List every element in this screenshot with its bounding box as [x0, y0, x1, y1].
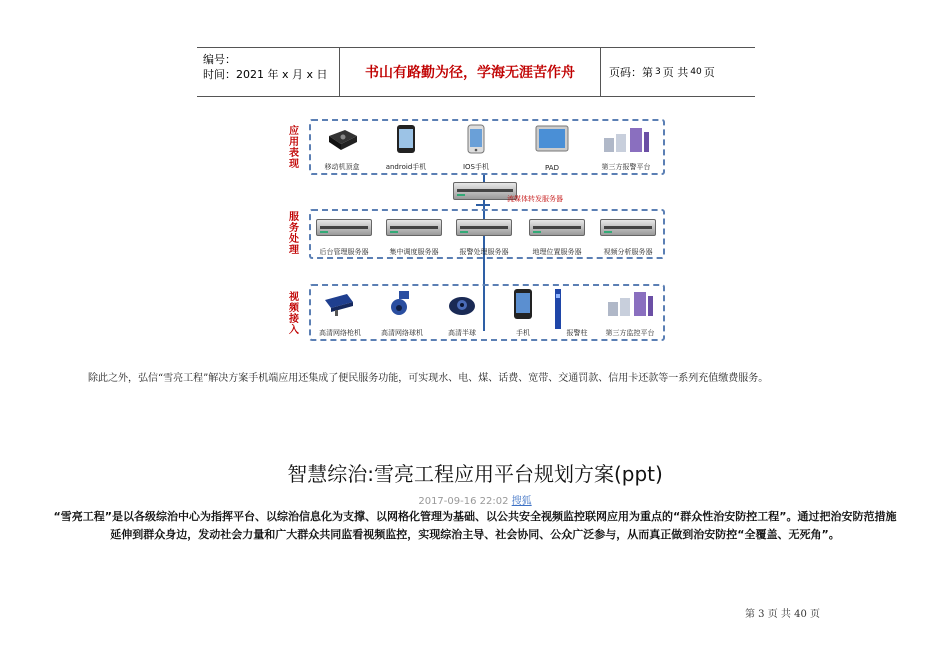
article-title: 智慧综治:雪亮工程应用平台规划方案(ppt)	[287, 462, 663, 486]
access-node-label: 手机	[516, 329, 530, 337]
access-node-monitor-platform	[597, 288, 663, 338]
ptz-camera-icon	[387, 290, 417, 318]
server-icon	[386, 219, 442, 236]
page-total: 40	[690, 67, 702, 77]
service-node-label: 后台管理服务器	[319, 248, 369, 256]
service-node-label: 视频分析服务器	[603, 248, 653, 256]
access-node-dome-camera	[373, 290, 431, 338]
app-node-pad	[527, 124, 577, 172]
access-node-label: 报警柱	[566, 329, 588, 337]
relay-connector	[476, 204, 490, 206]
access-node-label: 高清半球	[448, 329, 476, 337]
access-node-label: 高清网络枪机	[319, 329, 361, 337]
server-icon	[529, 219, 585, 236]
app-node-label: android手机	[385, 163, 427, 171]
layer-label-service: 服务处理	[289, 212, 299, 256]
access-layer-box	[309, 284, 665, 341]
bullet-camera-icon	[321, 292, 357, 318]
service-node-label: 报警处理服务器	[459, 248, 509, 256]
app-node-label: 移动机顶盒	[324, 163, 360, 171]
access-node-alarm-pillar	[549, 288, 589, 338]
time-label: 时间：2021 年 x 月 x 日	[203, 68, 328, 81]
access-node-bullet-camera	[311, 290, 369, 338]
platform-icon	[606, 288, 654, 318]
header-left-cell	[197, 48, 339, 96]
app-node-alarm-platform	[593, 124, 659, 172]
source-link[interactable]: 搜狐	[511, 496, 532, 507]
service-node-label: 地理位置服务器	[532, 248, 582, 256]
iphone-icon	[467, 124, 485, 154]
phone-icon	[513, 288, 533, 320]
server-icon	[316, 219, 372, 236]
app-node-android	[381, 124, 431, 172]
settopbox-icon	[325, 126, 359, 152]
server-icon	[456, 219, 512, 236]
service-layer-box	[309, 209, 665, 259]
server-icon	[600, 219, 656, 236]
article-paragraph: “雪亮工程”是以各级综治中心为指挥平台、以综治信息化为支撑、以网格化管理为基础、以公共安全视频监控联网应用为重点的“群众性治安防控工程”。通过把治安防范措施延伸到群众身边，发动社会力量和广大群众共同监看视频监控，实现综治主导、社会协同、公众广泛参与，从而真正做到治安防控“全覆盖、无死角”。	[53, 510, 897, 541]
service-node-video-analysis	[597, 217, 659, 257]
app-node-label: 第三方报警平台	[601, 163, 651, 171]
platform-icon	[602, 124, 650, 154]
article-meta	[0, 492, 950, 507]
page-header	[197, 47, 755, 97]
relay-server-label: 流媒体转发服务器	[507, 195, 563, 203]
access-node-half-dome	[437, 290, 487, 338]
application-layer-box	[309, 119, 665, 175]
layer-label-application: 应用表现	[289, 126, 299, 170]
layer-label-access: 视频接入	[289, 292, 299, 336]
tablet-icon	[535, 125, 569, 153]
alarm-pillar-icon	[553, 288, 563, 330]
service-node-label: 集中调度服务器	[389, 248, 439, 256]
app-node-settopbox	[317, 124, 367, 172]
dome-camera-icon	[447, 292, 477, 318]
android-phone-icon	[395, 124, 417, 154]
access-node-label: 第三方监控平台	[605, 329, 655, 337]
service-node-backend	[313, 217, 375, 257]
page-suffix: 页	[703, 66, 715, 79]
service-node-dispatch	[383, 217, 445, 257]
page-indicator	[601, 48, 755, 96]
architecture-diagram	[283, 112, 673, 347]
article-date: 2017-09-16 22:02	[418, 496, 509, 507]
service-node-geo	[526, 217, 588, 257]
service-node-alarm	[453, 217, 515, 257]
page-footer: 第 3 页 共 40 页	[745, 609, 820, 620]
app-node-ios	[451, 124, 501, 172]
page-number: 3	[655, 67, 661, 77]
app-node-label: PAD	[545, 164, 559, 172]
number-label: 编号：	[203, 53, 236, 66]
access-node-label: 高清网络球机	[381, 329, 423, 337]
page-prefix: 页码：第	[609, 66, 653, 79]
motto: 书山有路勤为径，学海无涯苦作舟	[339, 48, 601, 96]
page-mid: 页 共	[662, 66, 689, 79]
body-paragraph: 除此之外，弘信“雪亮工程”解决方案手机端应用还集成了便民服务功能，可实现水、电、煤、话费、宽带、交通罚款、信用卡还款等一系列充值缴费服务。	[88, 373, 769, 384]
app-node-label: IOS手机	[462, 163, 490, 171]
access-node-phone	[505, 288, 541, 338]
